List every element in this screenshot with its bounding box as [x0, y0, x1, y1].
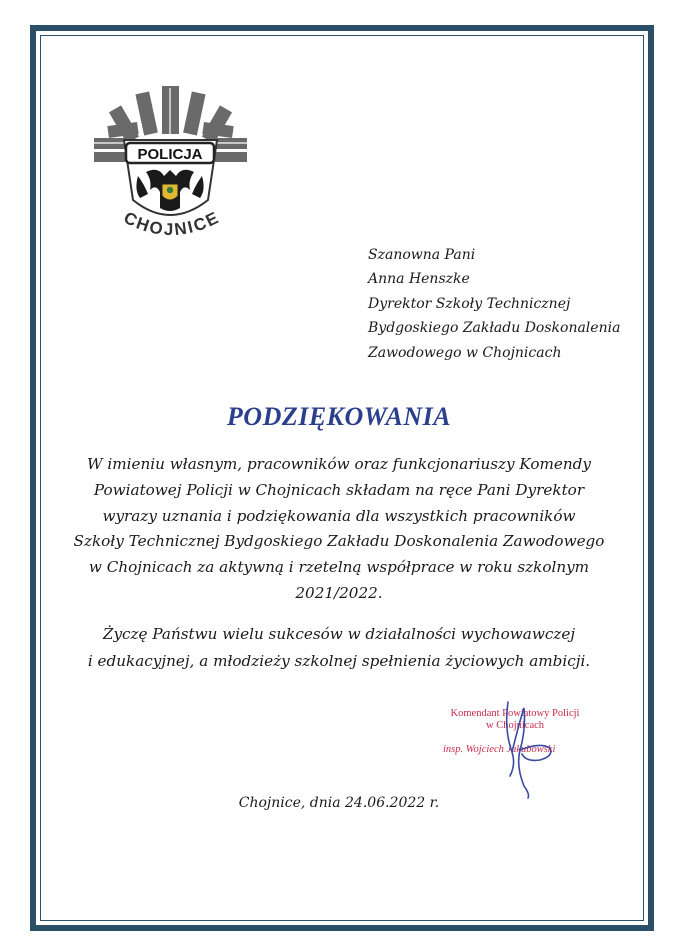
body-line: w Chojnicach za aktywną i rzetelną współprace w roku szkolnym — [88, 558, 590, 577]
wishes-line: i edukacyjnej, a młodzieży szkolnej spełnienia życiowych ambicji. — [87, 652, 591, 670]
body-line: wyrazy uznania i podziękowania dla wszystkich pracowników — [102, 506, 576, 525]
body-line: 2021/2022. — [295, 583, 383, 602]
addressee-line: Szanowna Pani — [368, 247, 476, 263]
logo-city: CHOJNICE — [120, 207, 224, 240]
body-line: Powiatowej Policji w Chojnicach składam na ręce Pani Dyrektor — [93, 480, 585, 499]
handwritten-signature — [480, 690, 600, 800]
body-line: Szkoły Technicznej Bydgoskiego Zakładu Doskonalenia Zawodowego — [73, 532, 605, 551]
police-logo — [88, 80, 253, 250]
wishes-line: Życzę Państwu wielu sukcesów w działalności wychowawczej — [102, 625, 576, 643]
body-paragraph — [60, 452, 618, 607]
document-title: PODZIĘKOWANIA — [226, 402, 452, 431]
stamp-title: Komendant Powiatowy Policji — [450, 708, 580, 719]
body-line: W imieniu własnym, pracowników oraz funkcjonariuszy Komendy — [86, 455, 591, 473]
addressee-line: Anna Henszke — [368, 271, 470, 288]
addressee-line: Zawodowego w Chojnicach — [368, 344, 562, 361]
addressee-block — [368, 243, 620, 365]
stamp-location: w Chojnicach — [485, 720, 545, 731]
addressee-line: Bydgoskiego Zakładu Doskonalenia — [368, 320, 621, 337]
stamp-name: insp. Wojciech Jakubowski — [443, 744, 556, 755]
addressee-line: Dyrektor Szkoły Technicznej — [368, 295, 571, 312]
document-date: Chojnice, dnia 24.06.2022 r. — [238, 795, 440, 811]
logo-label: POLICJA — [137, 146, 203, 163]
wishes-paragraph — [60, 621, 618, 675]
